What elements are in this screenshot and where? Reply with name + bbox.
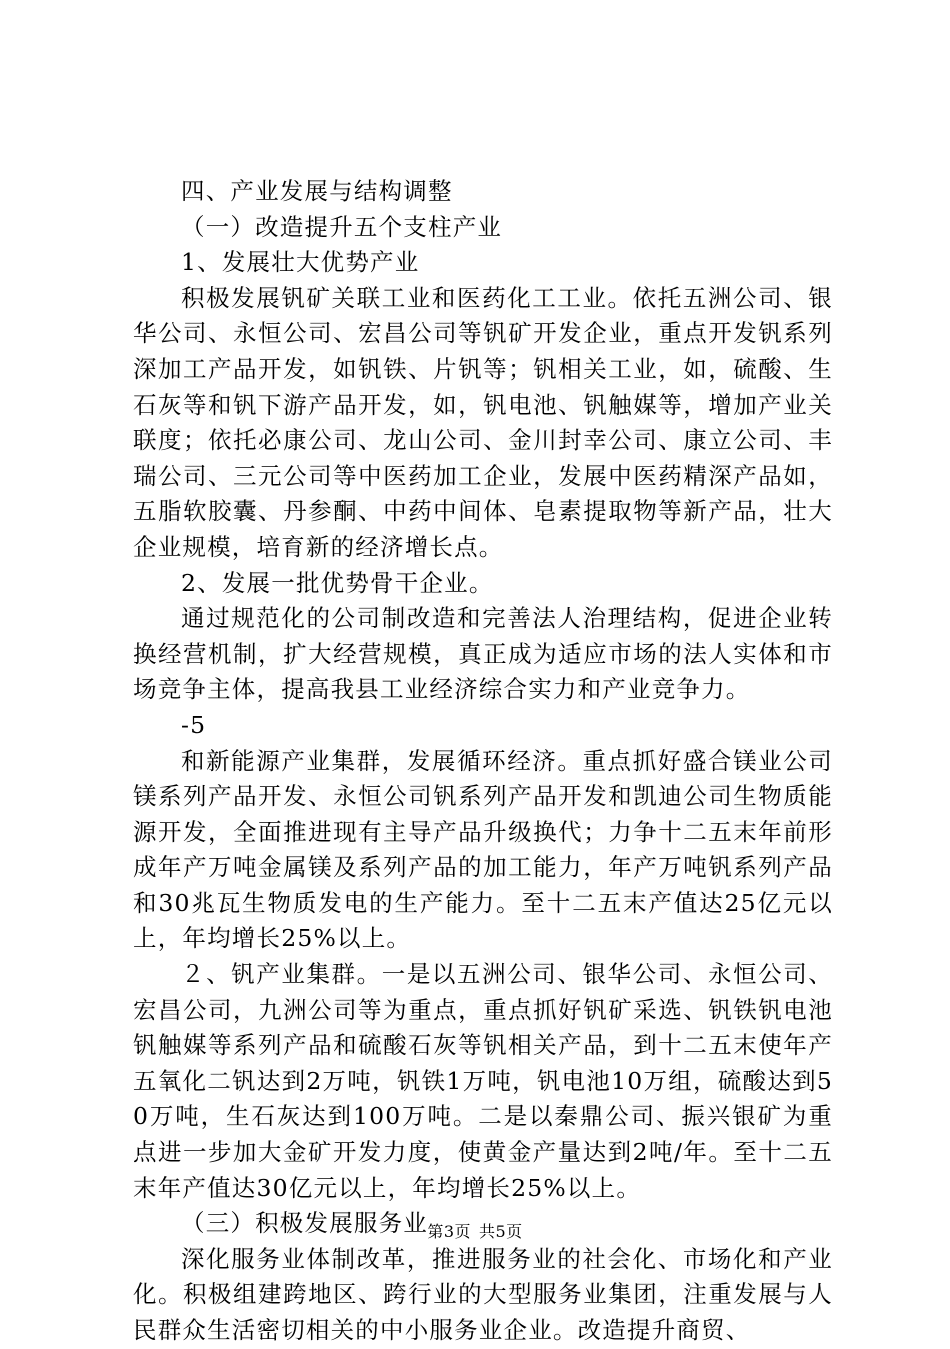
body-paragraph: ２、钒产业集群。一是以五洲公司、银华公司、永恒公司、宏昌公司，九洲公司等为重点，重点抓好钒矿采选、钒铁钒电池钒触媒等系列产品和硫酸石灰等钒相关产品，到十二五末使年产五氧化二钒达到2万吨，钒铁1万吨，钒电池10万组，硫酸达到50万吨，生石灰达到100万吨。二是以秦鼎公司、振兴银矿为重点进一步加大金矿开发力度，使黄金产量达到2吨/年。至十二五末年产值达30亿元以上，年均增长25%以上。 [133, 960, 833, 1202]
body-paragraph: 通过规范化的公司制改造和完善法人治理结构，促进企业转换经营机制，扩大经营规模，真正成为适应市场的法人实体和市场竞争主体，提高我县工业经济综合实力和产业竞争力。 [133, 604, 833, 704]
section-heading: 四、产业发展与结构调整 [181, 177, 453, 205]
subsection-heading: （三）积极发展服务业 [181, 1209, 428, 1238]
item-heading: 1、发展壮大优势产业 [181, 248, 420, 277]
body-paragraph: 积极发展钒矿关联工业和医药化工工业。依托五洲公司、银华公司、永恒公司、宏昌公司等钒矿开发企业，重点开发钒系列深加工产品开发，如钒铁、片钒等；钒相关工业，如，硫酸、生石灰等和钒下游产品开发，如，钒电池、钒触媒等，增加产业关联度；依托必康公司、龙山公司、金川封幸公司、康立公司、丰瑞公司、三元公司等中医药加工企业，发展中医药精深产品如，五脂软胶囊、丹参酮、中药中间体、皂素提取物等新产品，壮大企业规模，培育新的经济增长点。 [133, 283, 833, 561]
body-paragraph: 深化服务业体制改革，推进服务业的社会化、市场化和产业化。积极组建跨地区、跨行业的大型服务业集团，注重发展与人民群众生活密切相关的中小服务业企业。改造提升商贸、 [133, 1244, 833, 1344]
page-total: 共5页 [479, 1222, 523, 1241]
page-footer [0, 1219, 950, 1242]
body-paragraph: 和新能源产业集群，发展循环经济。重点抓好盛合镁业公司镁系列产品开发、永恒公司钒系列产品开发和凯迪公司生物质能源开发，全面推进现有主导产品升级换代；力争十二五末年前形成年产万吨金属镁及系列产品的加工能力，年产万吨钒系列产品和30兆瓦生物质发电的生产能力。至十二五末产值达25亿元以上，年均增长25%以上。 [133, 746, 833, 953]
page-marker: -5 [181, 710, 207, 739]
document-body [133, 174, 833, 1349]
subsection-heading: （一）改造提升五个支柱产业 [181, 212, 503, 241]
page-number: 第3页 [427, 1222, 471, 1241]
item-heading: 2、发展一批优势骨干企业。 [181, 568, 494, 597]
